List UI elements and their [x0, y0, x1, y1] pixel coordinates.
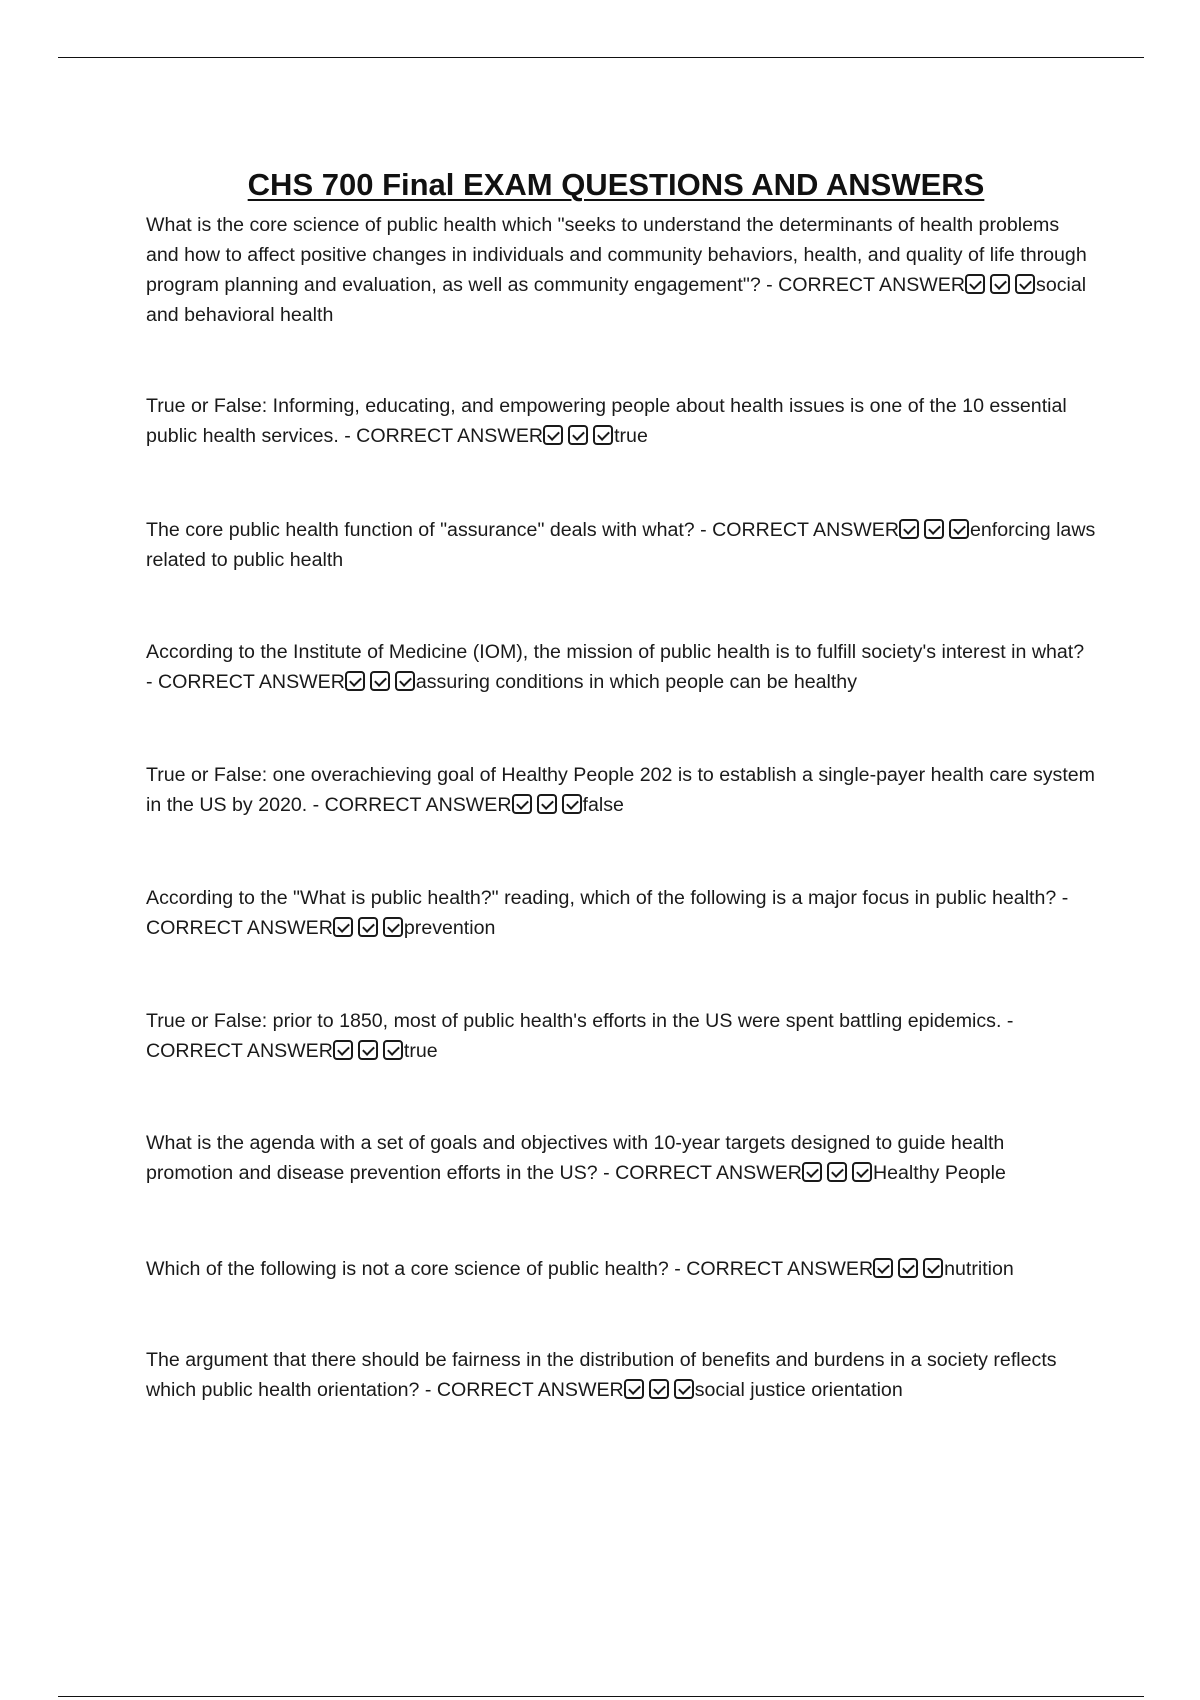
- qa-item: [146, 1006, 1096, 1066]
- checkbox-icon: [674, 1379, 694, 1399]
- question-text: The argument that there should be fairness in the distribution of benefits and burdens in a society reflects which public health orientation? - CORRECT ANSWER: [146, 1349, 1057, 1401]
- question-text: According to the "What is public health?" reading, which of the following is a major focus in public health? - CORRECT ANSWER: [146, 887, 1069, 939]
- question-text: True or False: prior to 1850, most of public health's efforts in the US were spent battling epidemics. - CORRECT ANSWER: [146, 1010, 1014, 1062]
- checkbox-icon: [899, 519, 919, 539]
- question-text: Which of the following is not a core science of public health? - CORRECT ANSWER: [146, 1258, 874, 1280]
- qa-item: [146, 515, 1096, 575]
- checkbox-icon: [649, 1379, 669, 1399]
- qa-item: [146, 883, 1096, 943]
- answer-text: nutrition: [944, 1258, 1014, 1280]
- answer-text: enforcing laws related to public health: [146, 519, 1096, 571]
- checkbox-icon: [512, 794, 532, 814]
- checkbox-icon: [949, 519, 969, 539]
- checkbox-icon: [990, 274, 1010, 294]
- checkbox-icon: [802, 1162, 822, 1182]
- checkbox-icon: [345, 671, 365, 691]
- checkbox-icon: [562, 794, 582, 814]
- qa-item: [146, 1254, 1096, 1284]
- qa-item: [146, 637, 1096, 697]
- qa-item: [146, 391, 1096, 451]
- checkbox-icon: [370, 671, 390, 691]
- checkbox-icon: [568, 425, 588, 445]
- question-text: True or False: one overachieving goal of Healthy People 202 is to establish a single-payer health care system in the US by 2020. - CORRECT ANSWER: [146, 764, 1096, 816]
- answer-text: assuring conditions in which people can be healthy: [415, 671, 858, 693]
- answer-text: prevention: [403, 917, 496, 939]
- bottom-rule: [58, 1696, 1144, 1697]
- checkbox-icon: [537, 794, 557, 814]
- answer-text: true: [403, 1040, 438, 1062]
- answer-text: social justice orientation: [694, 1379, 903, 1401]
- document-title: CHS 700 Final EXAM QUESTIONS AND ANSWERS: [247, 166, 985, 202]
- checkbox-icon: [358, 1040, 378, 1060]
- answer-text: true: [614, 425, 648, 447]
- checkbox-icon: [898, 1258, 918, 1278]
- checkbox-icon: [333, 1040, 353, 1060]
- checkbox-icon: [333, 917, 353, 937]
- top-rule: [58, 57, 1144, 58]
- answer-text: false: [582, 794, 624, 816]
- checkbox-icon: [383, 917, 403, 937]
- question-text: The core public health function of "assurance" deals with what? - CORRECT ANSWER: [146, 519, 900, 541]
- checkbox-icon: [358, 917, 378, 937]
- question-text: What is the agenda with a set of goals and objectives with 10-year targets designed to guide health promotion and disease prevention efforts in the US? - CORRECT ANSWER: [146, 1132, 1005, 1184]
- question-text: According to the Institute of Medicine (IOM), the mission of public health is to fulfill society's interest in what? - CORRECT ANSWER: [146, 641, 1085, 693]
- checkbox-icon: [1015, 274, 1035, 294]
- qa-item: [146, 1345, 1096, 1405]
- checkbox-icon: [543, 425, 563, 445]
- checkbox-icon: [852, 1162, 872, 1182]
- checkbox-icon: [383, 1040, 403, 1060]
- checkbox-icon: [395, 671, 415, 691]
- answer-text: social and behavioral health: [146, 274, 1087, 326]
- checkbox-icon: [624, 1379, 644, 1399]
- checkbox-icon: [593, 425, 613, 445]
- checkbox-icon: [924, 519, 944, 539]
- checkbox-icon: [965, 274, 985, 294]
- qa-item: [146, 1128, 1096, 1188]
- checkbox-icon: [873, 1258, 893, 1278]
- answer-text: Healthy People: [872, 1162, 1006, 1184]
- checkbox-icon: [923, 1258, 943, 1278]
- question-text: What is the core science of public health which "seeks to understand the determinants of health problems and how to affect positive changes in individuals and community behaviors, health, and quality of life through program planning and evaluation, as well as community engagement"? - CORRECT ANSWER: [146, 214, 1087, 296]
- qa-item: [146, 760, 1096, 820]
- question-text: True or False: Informing, educating, and empowering people about health issues is one of the 10 essential public health services. - CORRECT ANSWER: [146, 395, 1067, 447]
- checkbox-icon: [827, 1162, 847, 1182]
- qa-item: [146, 210, 1096, 330]
